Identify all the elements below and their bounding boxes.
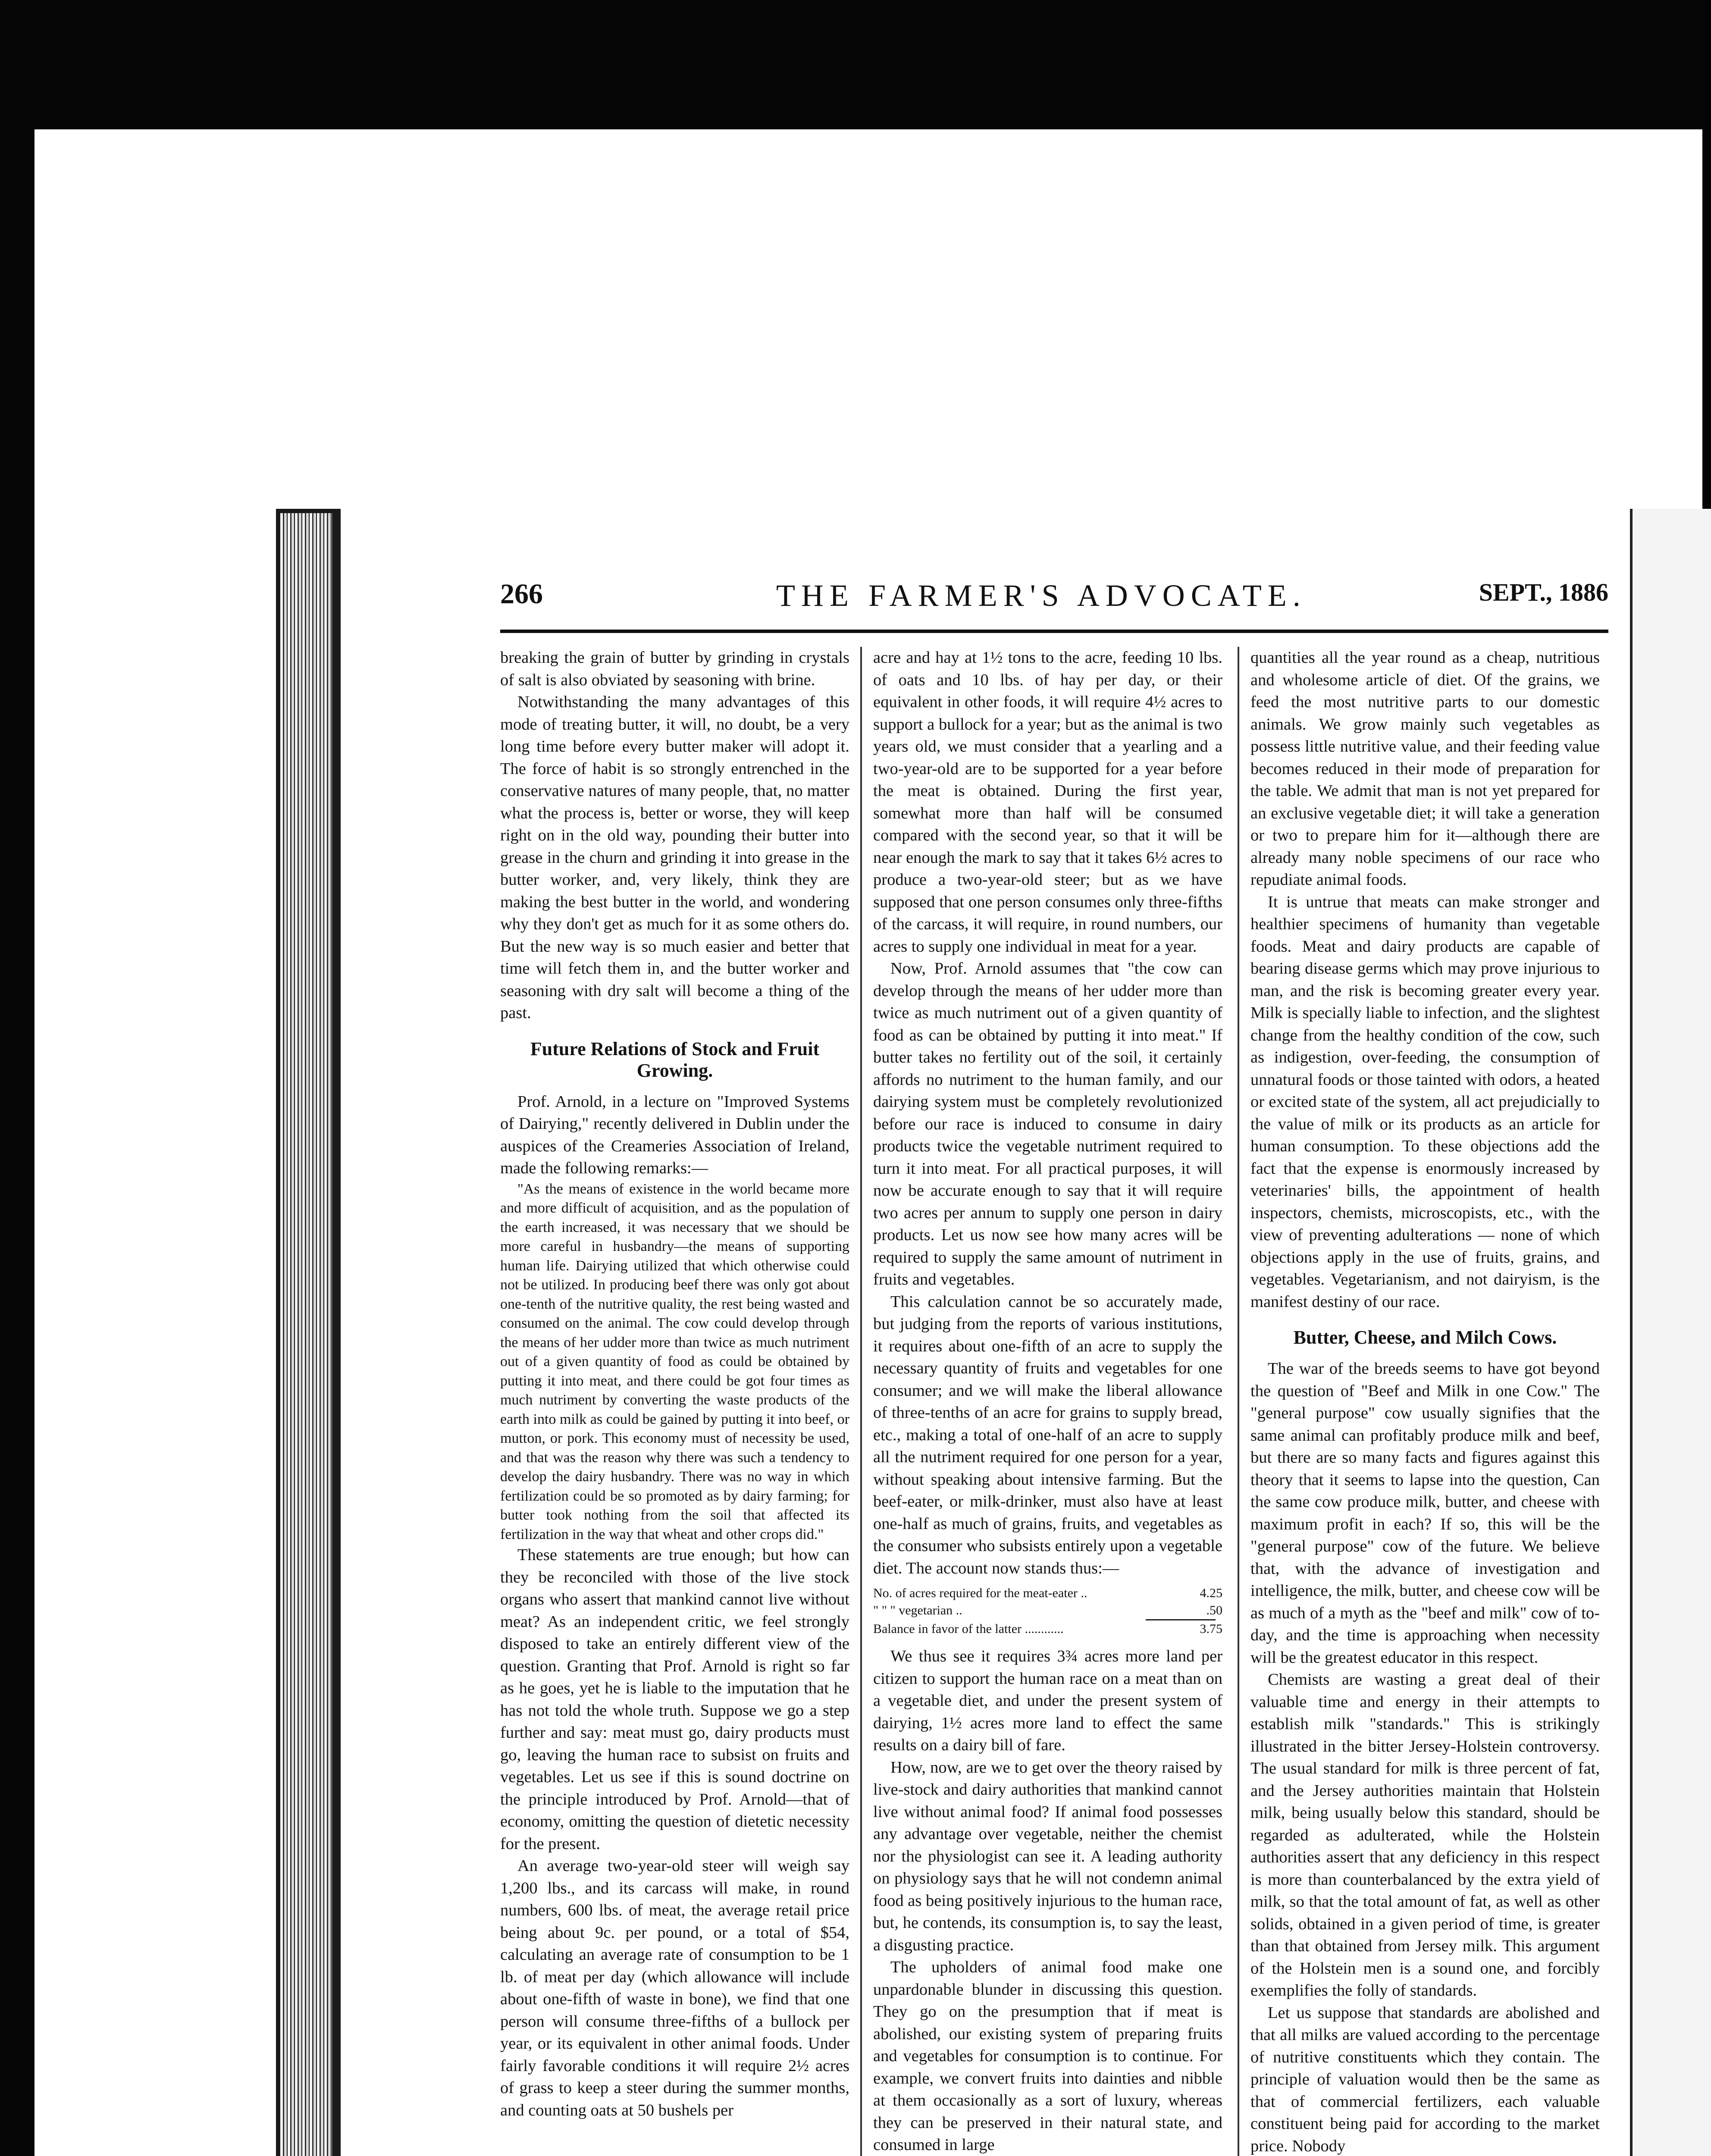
acreage-table [873, 1585, 1222, 1638]
table-row [873, 1620, 1222, 1638]
paragraph: Let us suppose that standards are abolished and that all milks are valued according to the percentage of nutritive constituents which they contain. The principle of valuation would then be the same as that of commercial fertilizers, each valuable constituent being paid for according to the market price. Nobody [1250, 2003, 1600, 2155]
table-label: Balance in favor of the latter ............ [873, 1622, 1064, 1636]
paragraph: This calculation cannot be so accurately made, but judging from the reports of various institutions, it requires about one-fifth of an acre to supply the necessary quantity of fruits and vegetables for one consumer; and we will make the liberal allowance of three-tenths of an acre for grains to supply bread, etc., making a total of one-half of an acre to supply all the nutriment required for one person for a year, without speaking about intensive farming. But the beef-eater, or milk-drinker, must also have at least one-half as much of grains, fruits, and vegetables as the consumer who subsists entirely upon a vegetable diet. The account now stands thus:— [873, 1292, 1222, 1577]
masthead-title: THE FARMER'S ADVOCATE. [776, 578, 1307, 613]
paragraph: Notwithstanding the many advantages of this mode of treating butter, it will, no doubt, be a very long time before every butter maker will adopt it. The force of habit is so strongly entrenched in the conservative natures of many people, that, no matter what the process is, better or worse, they will keep right on in the old way, pounding their butter into grease in the churn and grinding it into grease in the butter worker, and, very likely, think they are making the best butter in the world, and wondering why they don't get as much for it as some others do. But the new way is so much easier and better that time will fetch them in, and the butter worker and seasoning with dry salt will become a thing of the past. [500, 693, 849, 1022]
paragraph: These statements are true enough; but how can they be reconciled with those of the live stock organs who assert that mankind cannot live without meat? As an independent critic, we feel strongly disposed to take an entirely different view of the question. Granting that Prof. Arnold is right so far as he goes, yet he is liable to the imputation that he has not told the whole truth. Suppose we go a step further and say: meat must go, dairy products must go, leaving the human race to subsist on fruits and vegetables. Let us see if this is sound doctrine on the principle introduced by Prof. Arnold—that of economy, omitting the question of dietetic necessity for the present. [500, 1546, 849, 1853]
column-divider [1238, 647, 1239, 2156]
table-row [873, 1585, 1222, 1602]
newspaper-page [341, 526, 1617, 2156]
page-number: 266 [500, 578, 543, 610]
paragraph: quantities all the year round as a cheap, nutritious and wholesome article of diet. Of the grains, we feed the most nutritive parts to our domestic animals. We grow mainly such vegetables as possess little nutritive value, and their feeding value becomes reduced in their mode of preparation for the table. We admit that man is not yet prepared for an exclusive vegetable diet; it will take a generation or two to prepare him for it—although there are already many noble specimens of our race who repudiate animal foods. [1250, 649, 1600, 889]
table-row [873, 1602, 1222, 1619]
paragraph: Chemists are wasting a great deal of their valuable time and energy in their attempts to establish milk "standards." This is strikingly illustrated in the bitter Jersey-Holstein controversy. The usual standard for milk is three percent of fat, and the Jersey authorities maintain that Holstein milk, being usually below this standard, should be regarded as adulterated, while the Holstein authorities assert that any deficiency in this respect is more than counterbalanced by the extra yield of milk, so that the total amount of fat, as well as other solids, obtained in a given period of time, is greater than that obtained from Jersey milk. This argument of the Holstein men is a sound one, and forcibly exemplifies the folly of standards. [1250, 1670, 1600, 1999]
table-value: .50 [1206, 1603, 1222, 1617]
table-label: " " " vegetarian .. [873, 1603, 962, 1617]
column-2 [873, 647, 1222, 2156]
page-header [500, 578, 1608, 625]
table-value: 4.25 [1200, 1586, 1222, 1600]
table-label: No. of acres required for the meat-eater .. [873, 1586, 1087, 1600]
paragraph: We thus see it requires 3¾ acres more land per citizen to support the human race on a meat than on a vegetable diet, and under the present system of dairying, 1½ acres more land to effect the same results on a dairy bill of fare. [873, 1647, 1222, 1754]
paragraph: Now, Prof. Arnold assumes that "the cow can develop through the means of her udder more than twice as much nutriment out of a given quantity of food as can be obtained by putting it into meat." If butter takes no fertility out of the soil, it certainly affords no nutriment to the human family, and our dairying system must be completely revolutionized before our race is induced to consume in dairy products twice the vegetable nutriment required to turn it into meat. For all practical purposes, it will now be accurate enough to say that it will require two acres per annum to supply one person in dairy products. Let us now see how many acres will be required to supply the same amount of nutriment in fruits and vegetables. [873, 959, 1222, 1288]
article-heading: Butter, Cheese, and Milch Cows. [1293, 1327, 1557, 1348]
article-heading: Future Relations of Stock and Fruit Growing. [530, 1038, 820, 1081]
issue-date: SEPT., 1886 [1479, 578, 1608, 606]
column-3 [1250, 647, 1600, 2156]
paragraph: The war of the breeds seems to have got beyond the question of "Beef and Milk in one Cow." The "general purpose" cow usually signifies that the same animal can profitably produce milk and beef, but there are so many facts and figures against this theory that it seems to lapse into the question, Can the same cow produce milk, butter, and cheese with maximum profit in each? If so, this will be the "general purpose" cow of the future. We believe that, with the advance of investigation and intelligence, the milk, butter, and cheese cow will be as much of a myth as the "beef and milk" cow of to-day, and the time is approaching when necessity will be the greatest educator in this respect. [1250, 1360, 1600, 1667]
header-rule [500, 630, 1608, 633]
paragraph: How, now, are we to get over the theory raised by live-stock and dairy authorities that mankind cannot live without animal food? If animal food possesses any advantage over vegetable, neither the chemist nor the physiologist can see it. A leading authority on physiology says that he will not condemn animal food as being positively injurious to the human race, but, he contends, its consumption is, to say the least, a disgusting practice. [873, 1758, 1222, 1954]
black-border-top [0, 0, 1711, 129]
page-stack-edge [280, 513, 332, 2156]
paragraph: The upholders of animal food make one unpardonable blunder in discussing this question. They go on the presumption that if meat is abolished, our existing system of preparing fruits and vegetables for consumption is to continue. For example, we convert fruits into dainties and nibble at them occasionally as a sort of luxury, whereas they can be preserved in their natural state, and consumed in large [873, 1958, 1222, 2154]
paragraph: An average two-year-old steer will weigh say 1,200 lbs., and its carcass will make, in round numbers, 600 lbs. of meat, the average retail price being about 9c. per pound, or a total of $54, calculating an average rate of consumption to be 1 lb. of meat per day (which allowance will include about one-fifth of waste in bone), we find that one person will consume three-fifths of a bullock per year, or its equivalent in other animal foods. Under fairly favorable conditions it will require 2½ acres of grass to keep a steer during the summer months, and counting oats at 50 bushels per [500, 1857, 849, 2119]
paragraph: breaking the grain of butter by grinding in crystals of salt is also obviated by seasoning with brine. [500, 649, 849, 689]
paragraph: Prof. Arnold, in a lecture on "Improved Systems of Dairying," recently delivered in Dublin under the auspices of the Creameries Association of Ireland, made the following remarks:— [500, 1092, 849, 1177]
facing-page-edge [1630, 509, 1711, 2156]
table-value: 3.75 [1200, 1622, 1222, 1636]
column-1 [500, 647, 849, 2156]
paragraph: acre and hay at 1½ tons to the acre, feeding 10 lbs. of oats and 10 lbs. of hay per day, or their equivalent in other foods, it will require 4½ acres to support a bullock for a year; but as the animal is two years old, we must consider that a yearling and a two-year-old are to be supported for a year before the meat is obtained. During the first year, somewhat more than half will be consumed compared with the second year, so that it will be near enough the mark to say that it takes 6½ acres to produce a two-year-old steer; but as we have supposed that one person consumes only three-fifths of the carcass, it will require, in round numbers, our acres to supply one individual in meat for a year. [873, 649, 1222, 956]
paragraph: It is untrue that meats can make stronger and healthier specimens of humanity than vegetable foods. Meat and dairy products are capable of bearing disease germs which may prove injurious to man, and the risk is becoming greater every year. Milk is specially liable to infection, and the slightest change from the healthy condition of the cow, such as indigestion, over-feeding, the consumption of unnatural foods or those tainted with odors, a heated or excited state of the system, all act prejudicially to the value of milk or its products as an article for human consumption. To these objections add the fact that the expense is enormously increased by veterinaries' bills, the appointment of health inspectors, chemists, microscopists, etc., with the view of preventing adulterations — none of which objections apply in the use of fruits, grains, and vegetables. Vegetarianism, and not dairyism, is the manifest destiny of our race. [1250, 893, 1600, 1311]
quoted-passage: "As the means of existence in the world became more and more difficult of acquisition, and as the population of the earth increased, it was necessary that we should be more careful in husbandry—the means of supporting human life. Dairying utilized that which otherwise could not be utilized. In producing beef there was only got about one-tenth of the nutritive quality, the rest being wasted and consumed on the animal. The cow could develop through the means of her udder more than twice as much nutriment out of a given quantity of food as could be obtained by putting it into meat, and there could be got four times as much nutriment by converting the waste products of the earth into milk as could be gained by putting it into beef, or mutton, or pork. This economy must of necessity be used, and that was the reason why there was such a tendency to develop the dairy husbandry. There was no way in which fertilization could be so promoted as by dairy farming; for butter took nothing from the soil that affected its fertilization in the way that wheat and other crops did." [500, 1181, 849, 1542]
black-border-left [0, 0, 34, 2156]
column-divider [860, 647, 862, 2156]
